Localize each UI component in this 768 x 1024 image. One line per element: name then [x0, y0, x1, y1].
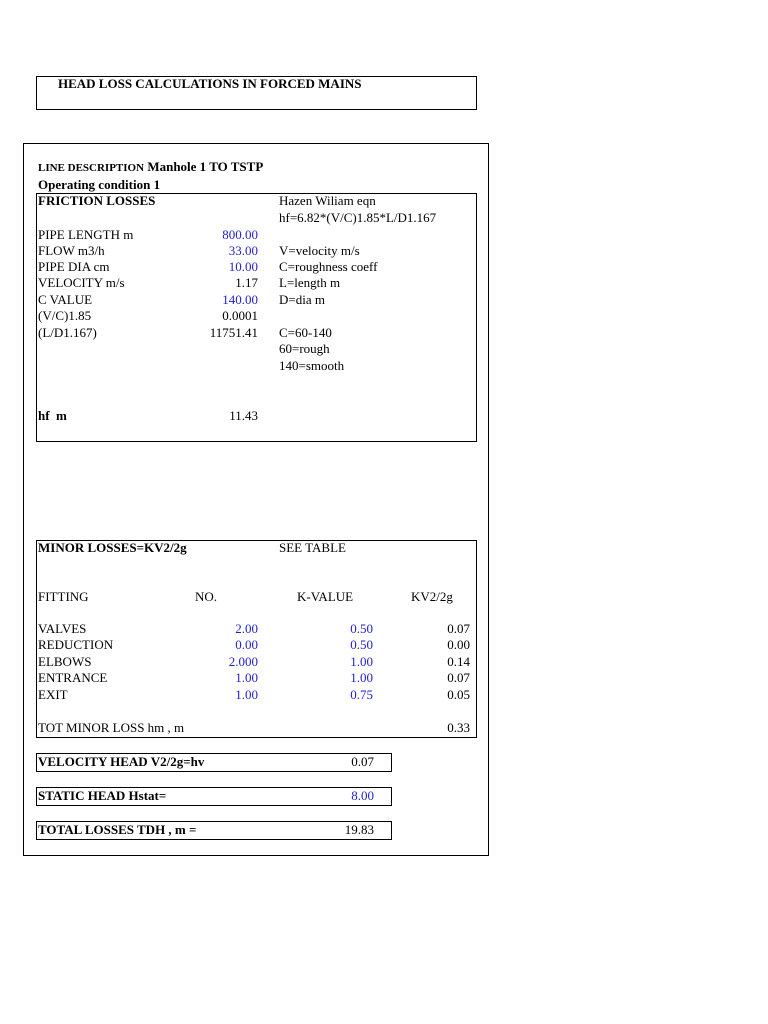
hf-label: hf m [38, 408, 67, 423]
friction-label-velocity: VELOCITY m/s [38, 275, 125, 290]
column-k-value: K-VALUE [297, 589, 354, 604]
fitting-no[interactable]: 1.00 [235, 687, 258, 702]
note-roughness: C=roughness coeff [279, 259, 378, 274]
static-head-value[interactable]: 8.00 [351, 788, 374, 803]
fitting-no[interactable]: 2.00 [235, 621, 258, 636]
velocity-head-label: VELOCITY HEAD V2/2g=hv [38, 754, 205, 769]
fitting-k-value[interactable]: 0.50 [350, 621, 373, 636]
equation-name: Hazen Wiliam eqn [279, 193, 376, 208]
total-minor-loss-label: TOT MINOR LOSS hm , m [38, 720, 185, 735]
fitting-no[interactable]: 2.000 [228, 654, 258, 669]
total-minor-loss-value: 0.33 [447, 720, 470, 735]
column-fitting: FITTING [38, 589, 89, 604]
fitting-name: EXIT [38, 687, 68, 702]
line-description [38, 159, 263, 176]
friction-value-flow[interactable]: 33.00 [228, 243, 258, 258]
fitting-kv2-2g: 0.05 [447, 687, 470, 702]
friction-value-ld: 11751.41 [209, 325, 258, 340]
fitting-kv2-2g: 0.07 [447, 621, 470, 636]
see-table: SEE TABLE [279, 540, 346, 555]
fitting-k-value[interactable]: 0.75 [350, 687, 373, 702]
fitting-name: ELBOWS [38, 654, 92, 669]
note-length: L=length m [279, 275, 341, 290]
fitting-no[interactable]: 1.00 [235, 670, 258, 685]
friction-label-pipe-length: PIPE LENGTH m [38, 227, 134, 242]
operating-condition: Operating condition 1 [38, 177, 161, 192]
fitting-k-value[interactable]: 1.00 [350, 670, 373, 685]
note-smooth: 140=smooth [279, 358, 345, 373]
line-description-value: Manhole 1 TO TSTP [147, 159, 264, 174]
note-rough: 60=rough [279, 341, 330, 356]
line-description-label: LINE DESCRIPTION [38, 162, 145, 174]
friction-label-flow: FLOW m3/h [38, 243, 105, 258]
page-title: HEAD LOSS CALCULATIONS IN FORCED MAINS [58, 76, 362, 91]
column-kv2-2g: KV2/2g [411, 589, 453, 604]
friction-value-pipe-dia[interactable]: 10.00 [228, 259, 258, 274]
equation: hf=6.82*(V/C)1.85*L/D1.167 [279, 210, 437, 225]
friction-label-pipe-dia: PIPE DIA cm [38, 259, 110, 274]
friction-label-vc: (V/C)1.85 [38, 308, 92, 323]
note-velocity: V=velocity m/s [279, 243, 360, 258]
fitting-name: ENTRANCE [38, 670, 108, 685]
column-no: NO. [195, 589, 218, 604]
hf-value: 11.43 [229, 408, 258, 423]
note-c-range: C=60-140 [279, 325, 332, 340]
fitting-name: REDUCTION [38, 637, 114, 652]
velocity-head-value: 0.07 [351, 754, 374, 769]
friction-label-ld: (L/D1.167) [38, 325, 97, 340]
minor-heading: MINOR LOSSES=KV2/2g [38, 540, 187, 555]
fitting-name: VALVES [38, 621, 87, 636]
fitting-no[interactable]: 0.00 [235, 637, 258, 652]
friction-value-velocity: 1.17 [235, 275, 258, 290]
total-losses-value: 19.83 [344, 822, 374, 837]
static-head-label: STATIC HEAD Hstat= [38, 788, 167, 803]
friction-heading: FRICTION LOSSES [38, 193, 156, 208]
fitting-kv2-2g: 0.00 [447, 637, 470, 652]
fitting-k-value[interactable]: 0.50 [350, 637, 373, 652]
fitting-kv2-2g: 0.14 [447, 654, 470, 669]
fitting-k-value[interactable]: 1.00 [350, 654, 373, 669]
note-diameter: D=dia m [279, 292, 325, 307]
friction-label-c-value: C VALUE [38, 292, 93, 307]
friction-value-c-value[interactable]: 140.00 [222, 292, 258, 307]
friction-value-pipe-length[interactable]: 800.00 [222, 227, 258, 242]
fitting-kv2-2g: 0.07 [447, 670, 470, 685]
total-losses-label: TOTAL LOSSES TDH , m = [38, 822, 197, 837]
friction-value-vc: 0.0001 [222, 308, 258, 323]
